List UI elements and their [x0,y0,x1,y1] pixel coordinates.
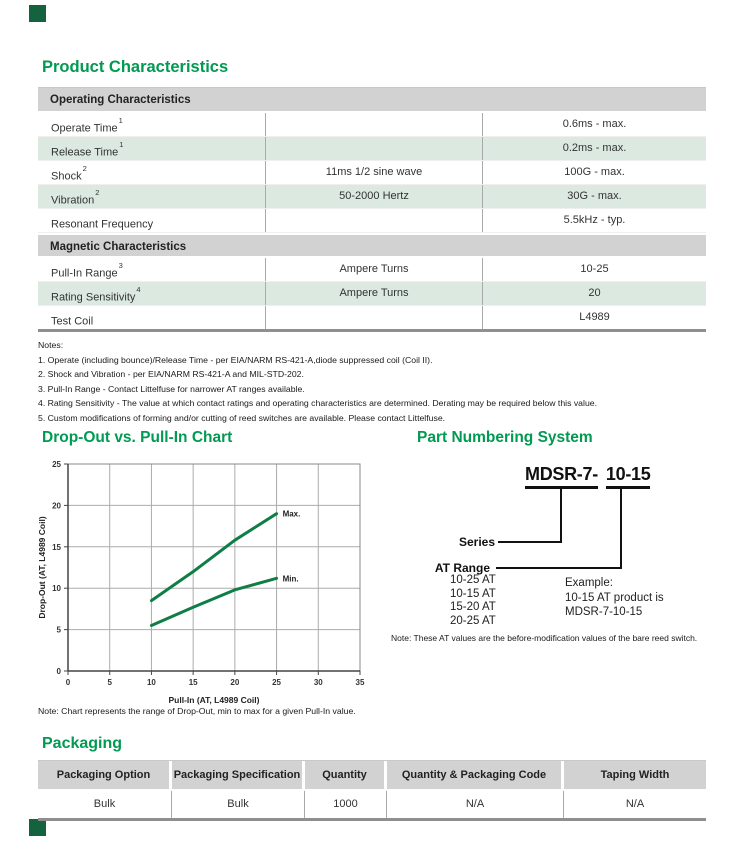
part-number-example [565,576,664,620]
dropout-pullin-chart [36,455,376,705]
row-condition [265,113,483,136]
example-line: Example: [565,577,613,589]
row-label [38,258,265,281]
example-line: MDSR-7-10-15 [565,606,643,618]
footnotes-title: Notes: [38,340,64,350]
row-label [38,209,265,232]
row-label [38,137,265,160]
svg-text:0: 0 [56,667,61,676]
row-label [38,185,265,208]
chart-note: Note: Chart represents the range of Drop-Out, min to max for a given Pull-In value. [38,706,356,716]
footnotes-block [38,338,728,426]
svg-text:10: 10 [146,678,156,687]
table-cell: Bulk [172,791,305,818]
row-value: 10-25 [580,263,609,275]
row-label-footnote: 1 [119,140,124,149]
table-row [38,185,706,209]
svg-text:35: 35 [355,678,365,687]
row-condition: 50-2000 Hertz [265,185,483,208]
packaging-data-row [38,791,706,818]
column-header: Quantity [305,761,387,789]
row-label [38,306,265,329]
row-condition [265,306,483,329]
connector-line-series-horizontal [498,541,562,543]
connector-line-atrange-horizontal [496,567,622,569]
svg-text:5: 5 [56,625,61,635]
row-label-footnote: 1 [118,116,123,125]
row-label-text: Vibration [51,194,95,207]
row-label-footnote: 2 [95,188,100,197]
table-row [38,258,706,282]
row-label-footnote: 2 [82,164,87,173]
series-label: Series [458,535,495,549]
svg-text:15: 15 [52,542,61,552]
row-value: 0.6ms - max. [562,118,627,130]
svg-text:15: 15 [188,678,198,687]
svg-text:Drop-Out (AT, L4989 Coil): Drop-Out (AT, L4989 Coil) [37,516,47,619]
section-title-part-numbering: Part Numbering System [417,429,593,446]
row-condition: Ampere Turns [265,258,483,281]
row-condition [265,209,483,232]
svg-text:Min.: Min. [282,574,299,584]
row-value: 20 [588,287,601,299]
row-label-text: Rating Sensitivity [51,291,136,304]
table-cell: 1000 [305,791,387,818]
row-label-text: Test Coil [51,315,94,328]
row-label [38,282,265,305]
row-label-text: Release Time [51,146,119,159]
row-label-text: Pull-In Range [51,267,118,280]
row-label [38,113,265,136]
characteristics-table [38,87,706,332]
svg-text:25: 25 [52,460,61,469]
row-condition [265,137,483,160]
row-value: L4989 [579,311,610,323]
connector-line-series-vertical [560,489,562,542]
connector-line-atrange-vertical [620,489,622,569]
svg-text:Max.: Max. [282,509,301,519]
footnote-line: 4. Rating Sensitivity - The value at which contact ratings and operating characteristics are determined. Derating may be required below this value. [38,398,598,409]
row-label-footnote: 3 [118,261,123,270]
svg-text:5: 5 [107,678,112,687]
table-row [38,113,706,137]
row-value: 0.2ms - max. [562,142,627,154]
packaging-header-row [38,761,706,791]
table-cell: N/A [625,798,645,810]
part-numbering-note: Note: These AT values are the before-modification values of the bare reed switch. [391,633,698,643]
svg-text:20: 20 [52,501,61,511]
example-line: 10-15 AT product is [565,591,664,604]
row-condition: 11ms 1/2 sine wave [265,161,483,184]
row-label-text: Operate Time [51,122,118,135]
at-option: 20-25 AT [450,614,496,627]
section-title-dropout-pullin-chart: Drop-Out vs. Pull-In Chart [42,429,233,446]
page-corner-mark-top [29,5,46,22]
table-row [38,137,706,161]
row-label-text: Shock [51,170,82,183]
svg-text:20: 20 [230,678,240,687]
column-header: Quantity & Packaging Code [387,761,564,789]
row-value: 5.5kHz - typ. [563,214,626,226]
row-value: 100G - max. [564,166,625,178]
section-title-packaging: Packaging [42,735,123,752]
footnote-line: 5. Custom modifications of forming and/or cutting of reed switches are available. Please contact Littelfuse. [38,412,446,423]
svg-text:Pull-In (AT, L4989 Coil): Pull-In (AT, L4989 Coil) [168,695,260,705]
row-condition: Ampere Turns [265,282,483,305]
at-range-options [450,574,496,628]
part-number-series-segment: MDSR-7- [525,464,598,489]
svg-text:0: 0 [65,678,71,687]
table-row [38,209,706,233]
at-option: 10-15 AT [450,587,496,600]
packaging-table [38,760,706,821]
table-cell: N/A [387,791,564,818]
table-subheader-magnetic: Magnetic Characteristics [38,233,706,258]
column-header: Taping Width [564,761,706,789]
row-value: 30G - max. [567,190,622,202]
svg-text:10: 10 [52,584,61,594]
part-number-atrange-segment: 10-15 [606,464,651,489]
column-header: Packaging Specification [172,761,305,789]
part-number [525,464,650,489]
at-option: 10-25 AT [450,574,496,586]
svg-text:25: 25 [272,678,282,687]
page-corner-mark-bottom [29,819,46,836]
table-cell: Bulk [38,791,172,818]
table-subheader-operating: Operating Characteristics [38,88,706,113]
row-label-footnote: 4 [136,285,141,294]
footnote-line: 3. Pull-In Range - Contact Littelfuse for narrower AT ranges available. [38,383,305,394]
table-row [38,282,706,306]
row-label [38,161,265,184]
footnote-line: 2. Shock and Vibration - per EIA/NARM RS-421-A and MIL-STD-202. [38,369,304,380]
column-header: Packaging Option [38,761,172,789]
footnote-line: 1. Operate (including bounce)/Release Time - per EIA/NARM RS-421-A,diode suppressed coil (Coil II). [38,354,433,365]
row-label-text: Resonant Frequency [51,218,154,231]
table-row [38,161,706,185]
at-range-label: AT Range [434,561,490,575]
table-row [38,306,706,329]
at-option: 15-20 AT [450,601,496,613]
section-title-product-characteristics: Product Characteristics [42,58,229,76]
svg-text:30: 30 [313,678,323,687]
